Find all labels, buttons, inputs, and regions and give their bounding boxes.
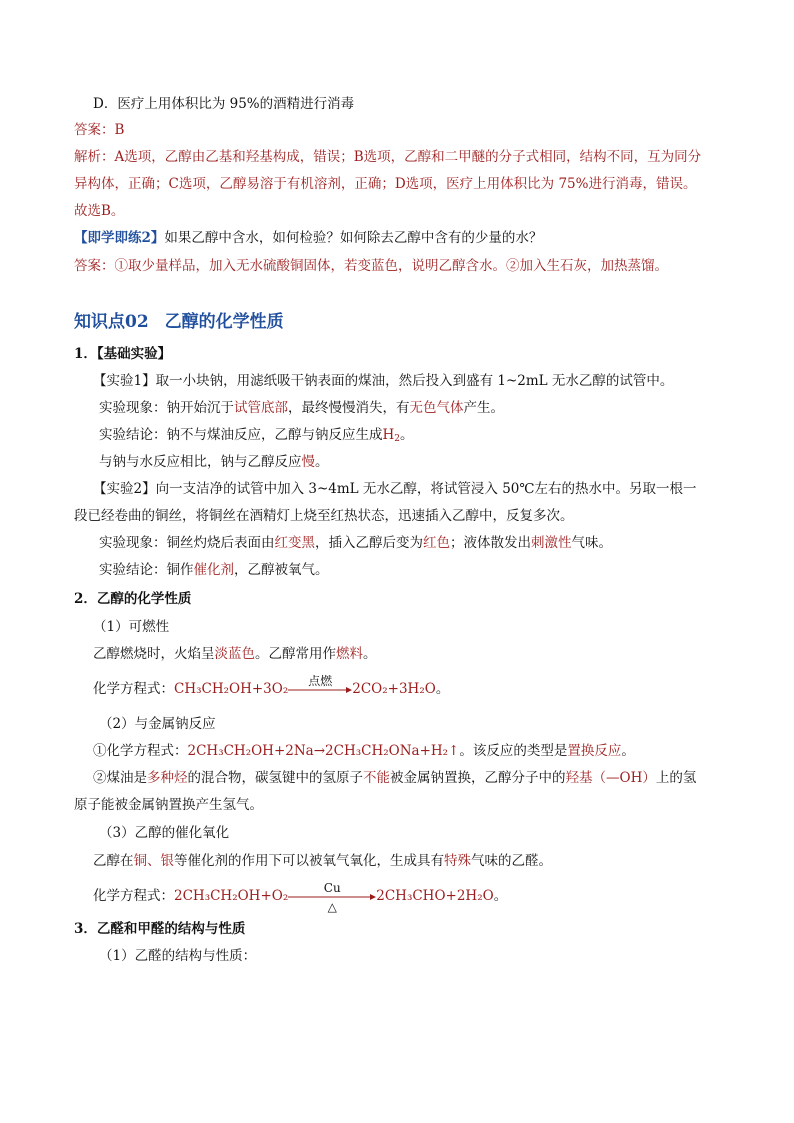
- blank-answer: 置换反应: [567, 743, 622, 759]
- blank-answer: [383, 427, 401, 443]
- text: ①化学方程式：: [93, 743, 188, 759]
- exp2-phenomenon: [99, 533, 612, 553]
- experiment-2-line-1: 【实验2】向一支洁净的试管中加入 3~4mL 无水乙醇，将试管浸入 50℃左右的热水中。另取一根一: [93, 481, 697, 497]
- section-2-title: 2．乙醇的化学性质: [74, 591, 192, 607]
- practice-tag: 【即学即练2】: [74, 230, 165, 246]
- text: 实验结论：钠不与煤油反应，乙醇与钠反应生成: [99, 427, 383, 443]
- text: 实验现象：铜丝灼烧后表面由: [99, 535, 275, 551]
- experiment-2-line-2: 段已经卷曲的铜丝，将铜丝在酒精灯上烧至红热状态，迅速插入乙醇中，反复多次。: [74, 508, 574, 524]
- heat-symbol: △: [327, 899, 337, 914]
- text: 乙醇在: [93, 853, 134, 869]
- exp1-conclusion: [99, 425, 414, 445]
- heading-number: 知识点02: [74, 312, 149, 332]
- combustion-equation: [93, 673, 450, 700]
- text: 气味的乙醛。: [471, 853, 552, 869]
- text: 等催化剂的作用下可以被氧气氧化，生成具有: [174, 853, 444, 869]
- section-1-title: 1．【基础实验】: [74, 346, 172, 362]
- text: ②煤油是: [93, 770, 147, 786]
- blank-answer: 燃料: [336, 646, 363, 662]
- kerosene-text-line-2: 原子能被金属钠置换产生氢气。: [74, 797, 263, 813]
- oxidation-text: [93, 851, 552, 871]
- blank-answer: 2CH₃CH₂OH+2Na→2CH₃CH₂ONa+H₂↑: [187, 743, 460, 759]
- combustion-text: [93, 644, 377, 664]
- reactants: 2CH₃CH₂OH+O₂: [174, 888, 289, 904]
- option-d: D．医疗上用体积比为 95%的酒精进行消毒: [93, 96, 355, 112]
- blank-answer: 不能: [363, 770, 390, 786]
- text: 上的氢: [655, 770, 697, 786]
- blank-answer: 催化剂: [193, 562, 234, 578]
- section-2-3-title: （3）乙醇的催化氧化: [99, 825, 230, 841]
- text: 实验结论：铜作: [99, 562, 194, 578]
- practice-question: [74, 228, 542, 248]
- answer-2: 答案：①取少量样品，加入无水硫酸铜固体，若变蓝色，说明乙醇含水。②加入生石灰，加热蒸馏。: [74, 258, 668, 274]
- blank-answer: 羟基（—OH）: [565, 770, 656, 786]
- oxidation-equation: [93, 880, 508, 914]
- blank-answer: 无色气体: [409, 400, 464, 416]
- text: 产生。: [463, 400, 504, 416]
- blank-answer: 慢: [301, 454, 315, 470]
- text: 。: [315, 454, 329, 470]
- experiment-1: 【实验1】取一小块钠，用滤纸吸干钠表面的煤油，然后投入到盛有 1~2mL 无水乙醇的试管中。: [93, 373, 674, 389]
- practice-question-text: 如果乙醇中含水，如何检验？如何除去乙醇中含有的少量的水？: [164, 230, 543, 246]
- text: ，乙醇被氧气。: [234, 562, 329, 578]
- exp1-phenomenon: [99, 398, 504, 418]
- products: 2CH₃CHO+2H₂O: [376, 888, 494, 904]
- blank-answer: 铜、银: [133, 853, 174, 869]
- analysis-line-3: 故选B。: [74, 203, 125, 219]
- text: 。: [400, 427, 414, 443]
- text: 。该反应的类型是: [459, 743, 568, 759]
- blank-answer: 红变黑: [274, 535, 315, 551]
- reactants: CH₃CH₂OH+3O₂: [174, 681, 289, 697]
- text: ，最终慢慢消失，有: [288, 400, 410, 416]
- blank-answer: 特殊: [444, 853, 471, 869]
- section-3-1-title: （1）乙醛的结构与性质：: [99, 948, 257, 964]
- equation-label: 化学方程式：: [93, 888, 174, 904]
- answer-1: 答案：B: [74, 122, 125, 138]
- blank-answer: 淡蓝色: [214, 646, 255, 662]
- text: 气味。: [571, 535, 612, 551]
- blank-answer: 红色: [423, 535, 450, 551]
- heading-title: 乙醇的化学性质: [164, 312, 284, 332]
- text: H: [382, 427, 395, 443]
- products: 2CO₂+3H₂O: [352, 681, 436, 697]
- text: 。: [435, 681, 450, 697]
- analysis-line-1: 解析：A选项，乙醇由乙基和羟基构成，错误；B选项，乙醇和二甲醚的分子式相同，结构不同，互为同分: [74, 149, 702, 165]
- section-2-1-title: （1）可燃性: [93, 619, 170, 635]
- text: 与钠与水反应相比，钠与乙醇反应: [99, 454, 302, 470]
- section-heading: [74, 312, 284, 332]
- text: 。: [493, 888, 508, 904]
- blank-answer: 试管底部: [234, 400, 288, 416]
- section-2-2-title: （2）与金属钠反应: [99, 716, 216, 732]
- catalyst-label: Cu: [323, 880, 341, 895]
- reaction-arrow: [288, 880, 376, 914]
- kerosene-text-line-1: [93, 768, 696, 788]
- text: 实验现象：钠开始沉于: [99, 400, 234, 416]
- text: ，插入乙醇后变为: [315, 535, 423, 551]
- subscript: 2: [394, 434, 401, 444]
- text: ；液体散发出: [450, 535, 531, 551]
- exp1-comparison: [99, 452, 329, 472]
- exp2-conclusion: [99, 560, 329, 580]
- text: 乙醇燃烧时，火焰呈: [93, 646, 215, 662]
- text: 。乙醇常用作: [255, 646, 336, 662]
- text: 被金属钠置换，乙醇分子中的: [390, 770, 566, 786]
- text: 。: [621, 743, 635, 759]
- equation-label: 化学方程式：: [93, 681, 174, 697]
- text: 的混合物，碳氢键中的氢原子: [187, 770, 363, 786]
- sodium-equation: [93, 741, 635, 761]
- section-3-title: 3．乙醛和甲醛的结构与性质: [74, 921, 246, 937]
- reaction-arrow: [288, 673, 352, 700]
- text: 。: [363, 646, 377, 662]
- blank-answer: 多种烃: [147, 770, 188, 786]
- reaction-condition: 点燃: [308, 673, 333, 688]
- analysis-line-2: 异构体，正确；C选项，乙醇易溶于有机溶剂，正确；D选项，医疗上用体积比为 75%进行消毒，错误。: [74, 176, 697, 192]
- blank-answer: 刺激性: [531, 535, 572, 551]
